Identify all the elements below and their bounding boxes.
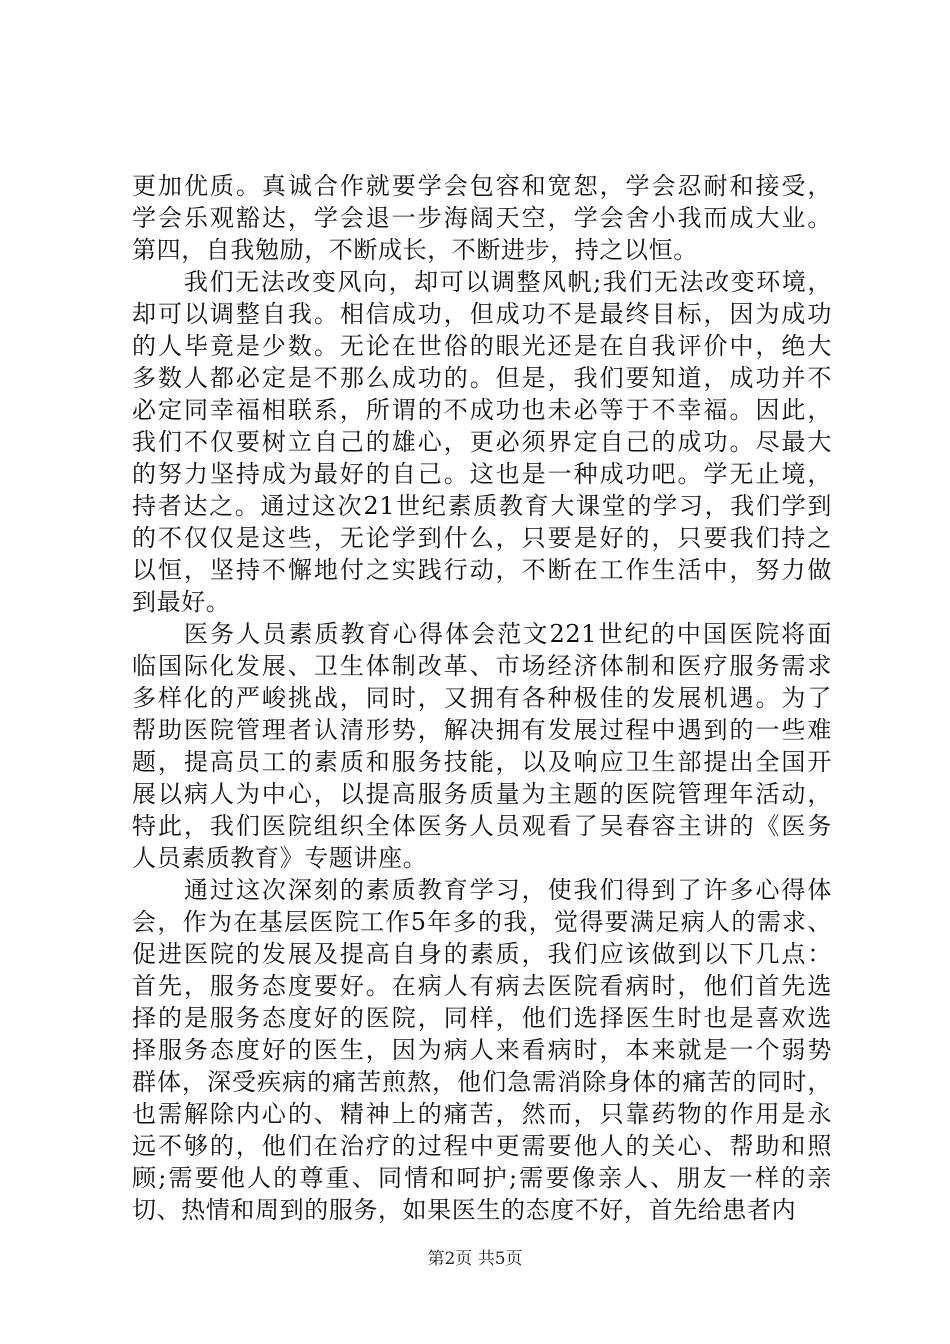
- text-line: 的努力坚持成为最好的自己。这也是一种成功吧。学无止境，: [132, 460, 832, 488]
- text-line: 首先，服务态度要好。在病人有病去医院看病时，他们首先选: [132, 972, 832, 1000]
- page-footer: 第2页 共5页: [427, 1249, 523, 1269]
- text-line: 帮助医院管理者认清形势，解决拥有发展过程中遇到的一些难: [132, 716, 832, 744]
- text-line: 题，提高员工的素质和服务技能，以及响应卫生部提出全国开: [132, 748, 832, 776]
- text-line: 择的是服务态度好的医院，同样，他们选择医生时也是喜欢选: [132, 1004, 832, 1032]
- text-line: 第四，自我勉励，不断成长，不断进步，持之以恒。: [132, 236, 698, 264]
- text-line: 更加优质。真诚合作就要学会包容和宽恕，学会忍耐和接受，: [132, 172, 832, 200]
- text-line: 通过这次深刻的素质教育学习，使我们得到了许多心得体: [184, 876, 832, 904]
- text-line: 却可以调整自我。相信成功，但成功不是最终目标，因为成功: [132, 300, 832, 328]
- paragraph: [132, 266, 832, 618]
- text-line: 择服务态度好的医生，因为病人来看病时，本来就是一个弱势: [132, 1036, 832, 1064]
- text-line: 我们无法改变风向，却可以调整风帆;我们无法改变环境，: [184, 268, 832, 296]
- text-line: 医务人员素质教育心得体会范文221世纪的中国医院将面: [184, 620, 832, 648]
- text-line: 的不仅仅是这些，无论学到什么，只要是好的，只要我们持之: [132, 524, 832, 552]
- text-line: 也需解除内心的、精神上的痛苦，然而，只靠药物的作用是永: [132, 1100, 832, 1128]
- text-line: 临国际化发展、卫生体制改革、市场经济体制和医疗服务需求: [132, 652, 832, 680]
- text-line: 必定同幸福相联系，所谓的不成功也未必等于不幸福。因此，: [132, 396, 832, 424]
- text-line: 学会乐观豁达，学会退一步海阔天空，学会舍小我而成大业。: [132, 204, 832, 232]
- paragraph: [132, 874, 832, 1226]
- text-line: 切、热情和周到的服务，如果医生的态度不好，首先给患者内: [132, 1196, 797, 1224]
- text-line: 顾;需要他人的尊重、同情和呵护;需要像亲人、朋友一样的亲: [132, 1164, 832, 1192]
- text-line: 多数人都必定是不那么成功的。但是，我们要知道，成功并不: [132, 364, 832, 392]
- text-line: 到最好。: [132, 588, 231, 616]
- text-line: 多样化的严峻挑战，同时，又拥有各种极佳的发展机遇。为了: [132, 684, 832, 712]
- text-line: 持者达之。通过这次21世纪素质教育大课堂的学习，我们学到: [132, 492, 832, 520]
- document-body: [132, 170, 832, 1226]
- text-line: 远不够的，他们在治疗的过程中更需要他人的关心、帮助和照: [132, 1132, 832, 1160]
- text-line: 特此，我们医院组织全体医务人员观看了吴春容主讲的《医务: [132, 812, 832, 840]
- text-line: 会，作为在基层医院工作5年多的我，觉得要满足病人的需求、: [132, 908, 832, 936]
- text-line: 人员素质教育》专题讲座。: [132, 844, 428, 872]
- text-line: 我们不仅要树立自己的雄心，更必须界定自己的成功。尽最大: [132, 428, 832, 456]
- paragraph: [132, 170, 832, 266]
- text-line: 群体，深受疾病的痛苦煎熬，他们急需消除身体的痛苦的同时，: [132, 1068, 832, 1096]
- text-line: 展以病人为中心，以提高服务质量为主题的医院管理年活动，: [132, 780, 832, 808]
- text-line: 促进医院的发展及提高自身的素质，我们应该做到以下几点：: [132, 940, 832, 968]
- text-line: 的人毕竟是少数。无论在世俗的眼光还是在自我评价中，绝大: [132, 332, 832, 360]
- text-line: 以恒，坚持不懈地付之实践行动，不断在工作生活中，努力做: [132, 556, 832, 584]
- paragraph: [132, 618, 832, 874]
